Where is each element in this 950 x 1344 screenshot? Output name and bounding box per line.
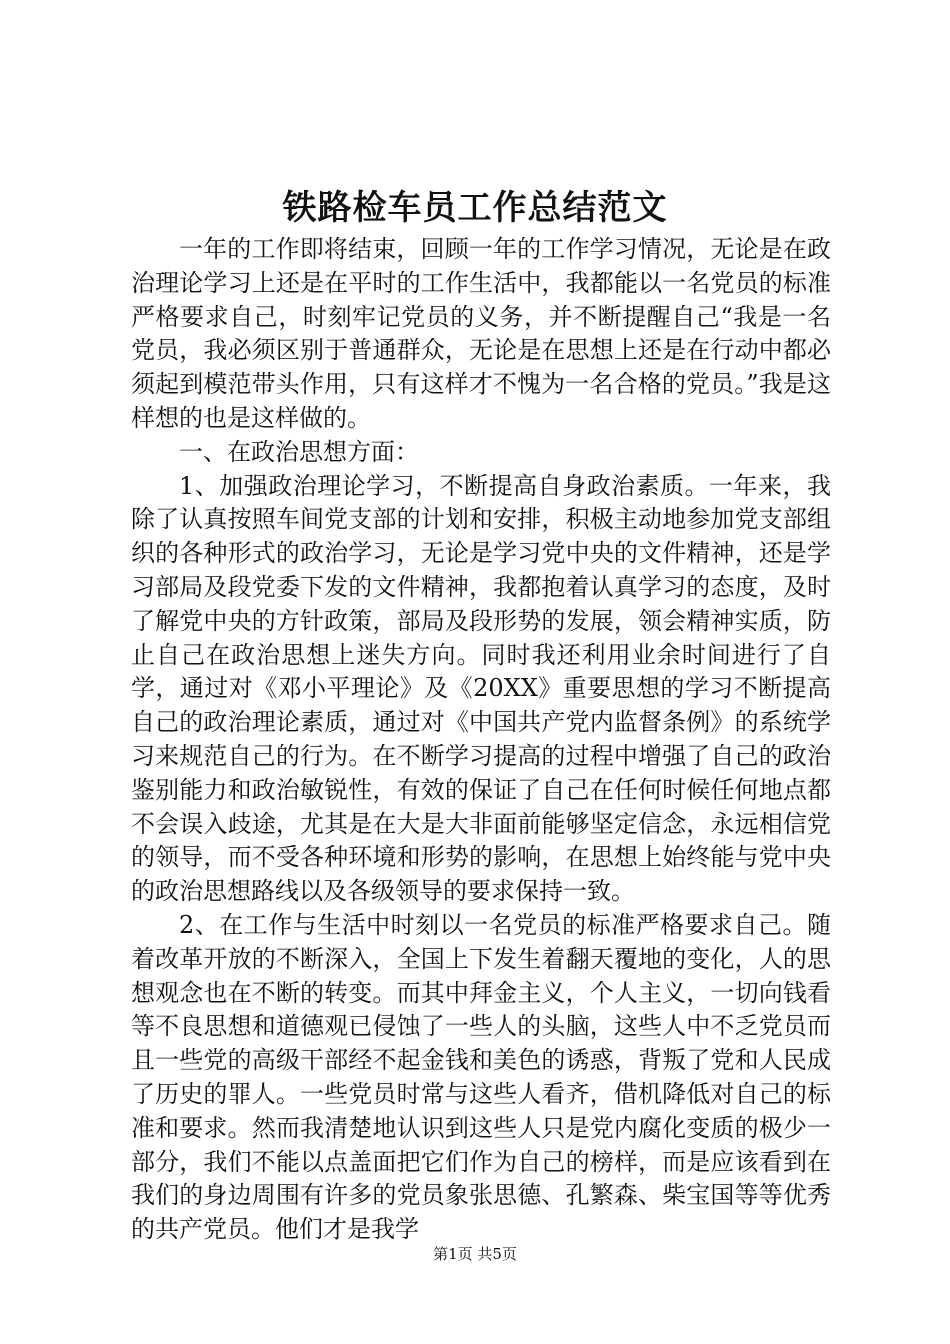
paragraph-item-1: 1、加强政治理论学习，不断提高自身政治素质。一年来，我除了认真按照车间党支部的计划和安排，积极主动地参加党支部组织的各种形式的政治学习，无论是学习党中央的文件精神，还是学习部局及段党委下发的文件精神，我都抱着认真学习的态度，及时了解党中央的方针政策，部局及段形势的发展，领会精神实质，防止自己在政治思想上迷失方向。同时我还利用业余时间进行了自学，通过对《邓小平理论》及《20XX》重要思想的学习不断提高自己的政治理论素质，通过对《中国共产党内监督条例》的系统学习来规范自己的行为。在不断学习提高的过程中增强了自己的政治鉴别能力和政治敏锐性，有效的保证了自己在任何时候任何地点都不会误入歧途，尤其是在大是大非面前能够坚定信念，永远相信党的领导，而不受各种环境和形势的影响，在思想上始终能与党中央的政治思想路线以及各级领导的要求保持一致。 bbox=[131, 471, 831, 906]
paragraph-intro: 一年的工作即将结束，回顾一年的工作学习情况，无论是在政治理论学习上还是在平时的工作生活中，我都能以一名党员的标准严格要求自己，时刻牢记党员的义务，并不断提醒自己“我是一名党员，我必须区别于普通群众，无论是在思想上还是在行动中都必须起到模范带头作用，只有这样才不愧为一名合格的党员。”我是这样想的也是这样做的。 bbox=[131, 235, 831, 432]
document-body bbox=[131, 233, 831, 1247]
document-title: 铁路检车员工作总结范文 bbox=[282, 188, 668, 228]
section-heading-political: 一、在政治思想方面： bbox=[179, 437, 419, 466]
page-number-footer: 第1页 共5页 bbox=[433, 1245, 517, 1263]
paragraph-item-2: 2、在工作与生活中时刻以一名党员的标准严格要求自己。随着改革开放的不断深入，全国上下发生着翻天覆地的变化，人的思想观念也在不断的转变。而其中拜金主义，个人主义，一切向钱看等不良思想和道德观已侵蚀了一些人的头脑，这些人中不乏党员而且一些党的高级干部经不起金钱和美色的诱惑，背叛了党和人民成了历史的罪人。一些党员时常与这些人看齐，借机降低对自己的标准和要求。然而我清楚地认识到这些人只是党内腐化变质的极少一部分，我们不能以点盖面把它们作为自己的榜样，而是应该看到在我们的身边周围有许多的党员象张思德、孔繁森、柴宝国等等优秀的共产党员。他们才是我学 bbox=[131, 910, 831, 1244]
